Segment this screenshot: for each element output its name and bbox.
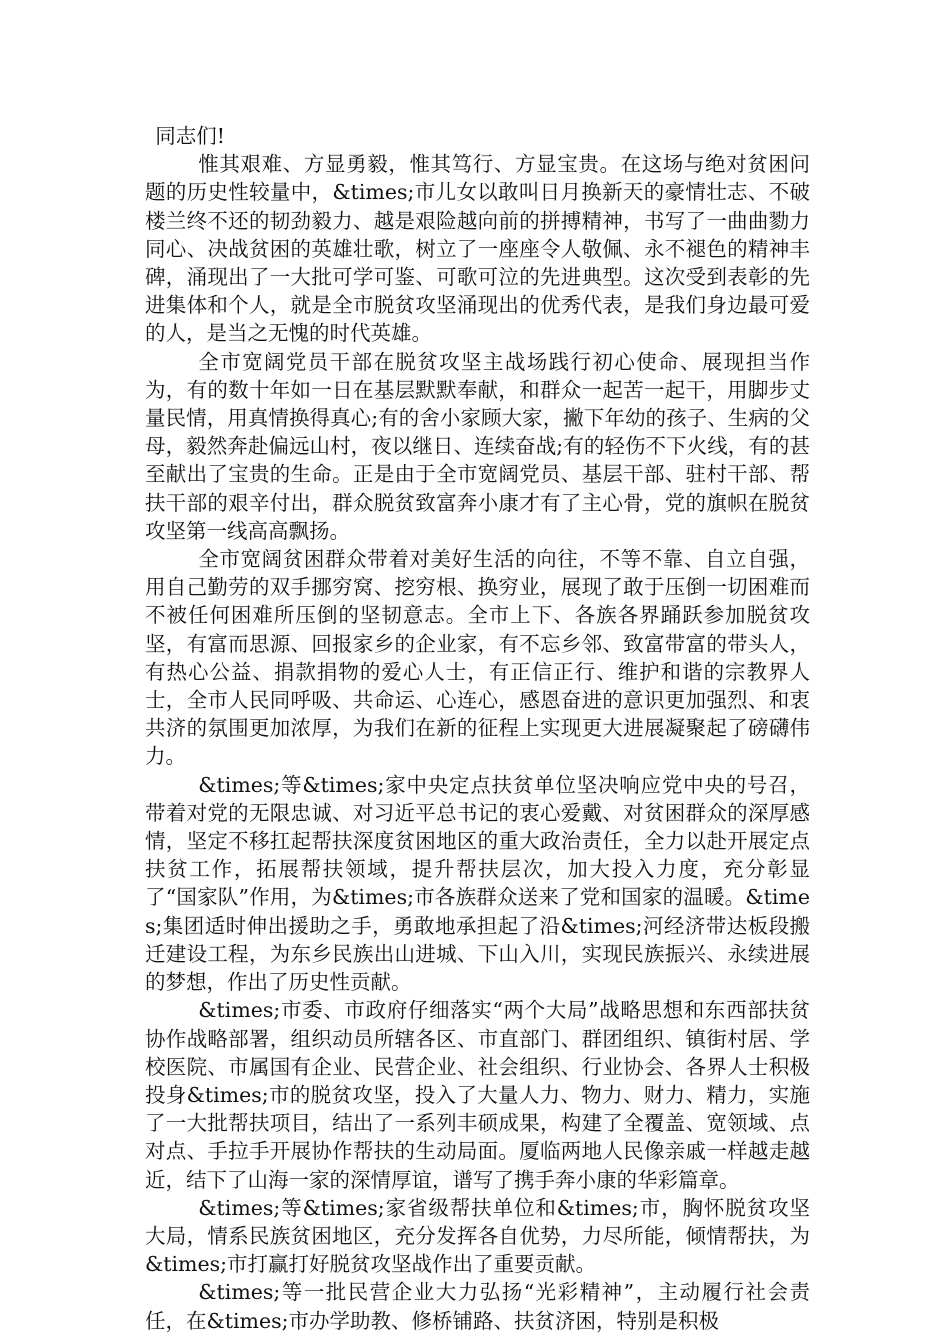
paragraph-1: 惟其艰难、方显勇毅，惟其笃行、方显宝贵。在这场与绝对贫困问题的历史性较量中，&times;市儿女以敢叫日月换新天的豪情壮志、不破楼兰终不还的韧劲毅力、越是艰险越向前的拼搏精神，书写了一曲曲勠力同心、决战贫困的英雄壮歌，树立了一座座令人敬佩、永不褪色的精神丰碑，涌现出了一大批可学可鉴、可歌可泣的先进典型。这次受到表彰的先进集体和个人，就是全市脱贫攻坚涌现出的优秀代表，是我们身边最可爱的人，是当之无愧的时代英雄。 bbox=[145, 152, 810, 346]
paragraph-2: 全市宽阔党员干部在脱贫攻坚主战场践行初心使命、展现担当作为，有的数十年如一日在基层默默奉献，和群众一起苦一起干，用脚步丈量民情，用真情换得真心;有的舍小家顾大家，撇下年幼的孩子、生病的父母，毅然奔赴偏远山村，夜以继日、连续奋战;有的轻伤不下火线，有的甚至献出了宝贵的生命。正是由于全市宽阔党员、基层干部、驻村干部、帮扶干部的艰辛付出，群众脱贫致富奔小康才有了主心骨，党的旗帜在脱贫攻坚第一线高高飘扬。 bbox=[145, 349, 810, 543]
paragraph-4: &times;等&times;家中央定点扶贫单位坚决响应党中央的号召，带着对党的无限忠诚、对习近平总书记的衷心爱戴、对贫困群众的深厚感情，坚定不移扛起帮扶深度贫困地区的重大政治责任，全力以赴开展定点扶贫工作，拓展帮扶领域，提升帮扶层次，加大投入力度，充分彰显了“国家队”作用，为&times;市各族群众送来了党和国家的温暖。&times;集团适时伸出援助之手，勇敢地承担起了沿&times;河经济带达板段搬迁建设工程，为东乡民族出山进城、下山入川，实现民族振兴、永续进展的梦想，作出了历史性贡献。 bbox=[145, 772, 810, 995]
paragraph-6: &times;等&times;家省级帮扶单位和&times;市，胸怀脱贫攻坚大局，情系民族贫困地区，充分发挥各自优势，力尽所能，倾情帮扶，为&times;市打赢打好脱贫攻坚战作出了重要贡献。 bbox=[145, 1195, 810, 1277]
paragraph-5: &times;市委、市政府仔细落实“两个大局”战略思想和东西部扶贫协作战略部署，组织动员所辖各区、市直部门、群团组织、镇街村居、学校医院、市属国有企业、民营企业、社会组织、行业协会、各界人士积极投身&times;市的脱贫攻坚，投入了大量人力、物力、财力、精力，实施了一大批帮扶项目，结出了一系列丰硕成果，构建了全覆盖、宽领域、点对点、手拉手开展协作帮扶的生动局面。厦临两地人民像亲戚一样越走越近，结下了山海一家的深情厚谊，谱写了携手奔小康的华彩篇章。 bbox=[145, 998, 810, 1192]
paragraph-3: 全市宽阔贫困群众带着对美好生活的向往，不等不靠、自立自强，用自己勤劳的双手挪穷窝、挖穷根、换穷业，展现了敢于压倒一切困难而不被任何困难所压倒的坚韧意志。全市上下、各族各界踊跃参加脱贫攻坚，有富而思源、回报家乡的企业家，有不忘乡邻、致富带富的带头人，有热心公益、捐款捐物的爱心人士，有正信正行、维护和谐的宗教界人士，全市人民同呼吸、共命运、心连心，感恩奋进的意识更加强烈、和衷共济的氛围更加浓厚，为我们在新的征程上实现更大进展凝聚起了磅礴伟力。 bbox=[145, 547, 810, 769]
paragraph-7: &times;等一批民营企业大力弘扬“光彩精神”，主动履行社会责任，在&times;市办学助教、修桥铺路、扶贫济困，特别是积极 bbox=[145, 1280, 810, 1333]
salutation: 同志们! bbox=[155, 124, 225, 148]
document-body bbox=[145, 122, 810, 1335]
